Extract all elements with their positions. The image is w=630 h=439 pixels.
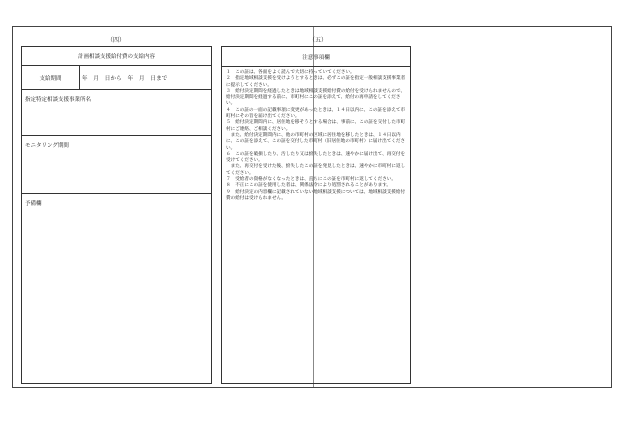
- monitoring-period-row: [22, 136, 211, 194]
- monitoring-period-label: モニタリング期間: [25, 143, 69, 149]
- notice-header: 注意事項欄: [222, 47, 410, 67]
- certificate-sheet: [12, 26, 612, 388]
- notice-list: [222, 67, 410, 202]
- notice-item: ８ 不正にこの証を使用した者は、関係法令により処罰されることがあります。: [226, 183, 392, 189]
- notice-item: ５ 給付決定期間内に、居住地を移そうとする場合は、事前に、この証を交付した市町村にご連絡、ご相談ください。: [226, 120, 406, 132]
- benefit-content-header: 計画相談支援給付費の支給内容: [22, 47, 211, 66]
- benefit-period-row: [22, 66, 211, 90]
- notice-panel: [221, 46, 411, 384]
- notice-item: また、給付決定期間内に、他の市町村の区域に居住地を移したときは、１４日以内に、この証を添えて、この証を交付した市町村（旧居住地の市町村）に届け出てください。: [226, 132, 406, 151]
- notice-item: ６ この証を破損したり、汚したり又は紛失したときは、速やかに届け出て、再交付を受けてください。: [226, 151, 406, 164]
- notice-item: ２ 指定地域相談支援を受けようとするときは、必ずこの証を指定一般相談支援事業者に提示してください。: [226, 76, 406, 88]
- notice-item: １ この証は、各面をよく読んで大切に持っていてください。: [226, 70, 355, 75]
- notice-item: ９ 給付決定の内容欄に記載されていない地域相談支援については、地域相談支援給付費の給付は受けられません。: [226, 189, 406, 201]
- office-name-row: [22, 90, 211, 136]
- notice-item: ４ この証の一面の記載事項に変更があったときは、１４日以内に、この証を添えて市町村にその旨を届け出てください。: [226, 107, 406, 120]
- benefit-period-label: 支給期間: [22, 66, 80, 89]
- benefit-period-value: 年 月 日から 年 月 日まで: [82, 75, 168, 82]
- notice-item: また、再交付を受けた後、紛失したこの証を発見したときは、速やかに市町村に返してください。: [226, 164, 406, 176]
- office-name-label: 指定特定相談支援事業所名: [25, 97, 92, 103]
- reserve-label: 予備欄: [25, 201, 42, 207]
- notice-item: ７ 受給者の資格がなくなったときは、直ちにこの証を市町村に返してください。: [226, 177, 396, 183]
- panel-number-left: （四）: [106, 37, 125, 44]
- notice-item: ３ 給付決定期間を経過したときは地域相談支援給付費の給付を受けられませんので、給付決定期間を経過する前に、市町村にこの証を添えて、給付の再申請をしてください。: [226, 88, 406, 107]
- reserve-row: [22, 194, 211, 383]
- panel-number-right: （五）: [308, 37, 327, 44]
- benefit-content-panel: [21, 46, 212, 384]
